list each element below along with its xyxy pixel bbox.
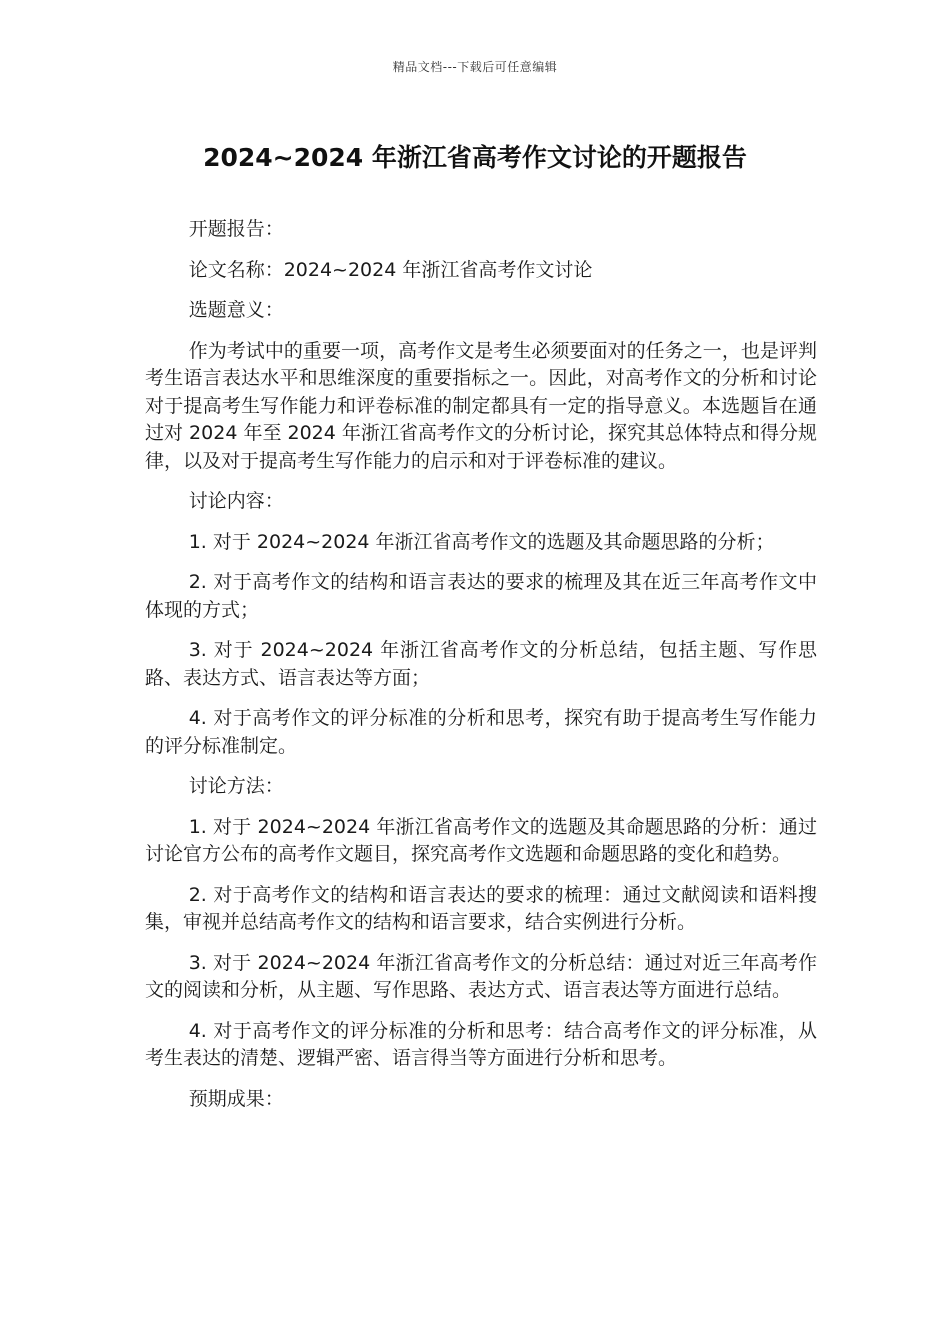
significance-paragraph: 作为考试中的重要一项，高考作文是考生必须要面对的任务之一，也是评判考生语言表达水平和思维深度的重要指标之一。因此，对高考作文的分析和讨论对于提高考生写作能力和评卷标准的制定都具有一定的指导意义。本选题旨在通过对 2024 年至 2024 年浙江省高考作文的分析讨论，探究其总体特点和得分规律，以及对于提高考生写作能力的启示和对于评卷标准的建议。 (145, 339, 817, 472)
method-item: 3. 对于 2024~2024 年浙江省高考作文的分析总结：通过对近三年高考作文的阅读和分析，从主题、写作思路、表达方式、语言表达等方面进行总结。 (145, 951, 817, 1001)
document-body (145, 216, 817, 1126)
content-item: 2. 对于高考作文的结构和语言表达的要求的梳理及其在近三年高考作文中体现的方式； (145, 571, 817, 621)
content-item: 4. 对于高考作文的评分标准的分析和思考，探究有助于提高考生写作能力的评分标准制定。 (145, 707, 817, 757)
section-heading-significance: 选题意义： (188, 299, 284, 321)
header-note: 精品文档---下载后可任意编辑 (392, 60, 558, 74)
section-heading-expected-results: 预期成果： (188, 1087, 284, 1110)
method-item: 2. 对于高考作文的结构和语言表达的要求的梳理：通过文献阅读和语料搜集，审视并总结高考作文的结构和语言要求，结合实例进行分析。 (145, 883, 817, 933)
document-title: 2024~2024 年浙江省高考作文讨论的开题报告 (203, 143, 747, 172)
section-heading-methods: 讨论方法： (188, 775, 284, 797)
method-item: 4. 对于高考作文的评分标准的分析和思考：结合高考作文的评分标准，从考生表达的清楚、逻辑严密、语言得当等方面进行分析和思考。 (145, 1019, 817, 1069)
section-heading-opening-report: 开题报告： (188, 218, 284, 240)
content-item: 3. 对于 2024~2024 年浙江省高考作文的分析总结，包括主题、写作思路、表达方式、语言表达等方面； (145, 639, 817, 689)
paper-name-line: 论文名称：2024~2024 年浙江省高考作文讨论 (188, 258, 593, 281)
content-item: 1. 对于 2024~2024 年浙江省高考作文的选题及其命题思路的分析； (188, 530, 775, 553)
section-heading-content: 讨论内容： (188, 490, 284, 512)
method-item: 1. 对于 2024~2024 年浙江省高考作文的选题及其命题思路的分析：通过讨论官方公布的高考作文题目，探究高考作文选题和命题思路的变化和趋势。 (145, 815, 817, 865)
